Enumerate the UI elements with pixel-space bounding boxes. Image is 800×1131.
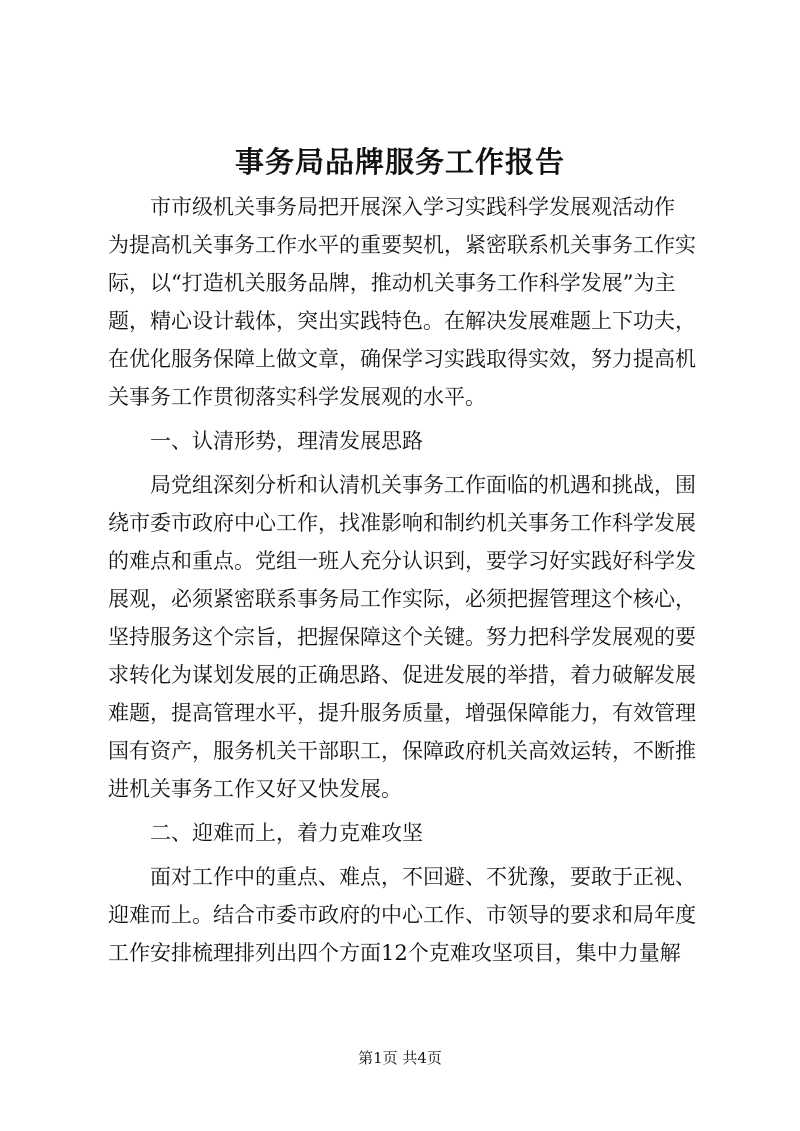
body-line: 难题，提高管理水平，提升服务质量，增强保障能力，有效管理 (108, 701, 696, 725)
section-heading: 二、迎难而上，着力克难攻坚 (108, 821, 423, 845)
body-line: 为提高机关事务工作水平的重要契机，紧密联系机关事务工作实 (108, 233, 696, 257)
body-line: 国有资产，服务机关干部职工，保障政府机关高效运转，不断推 (108, 739, 696, 763)
body-line: 进机关事务工作又好又快发展。 (108, 777, 402, 801)
document-title: 事务局品牌服务工作报告 (234, 145, 565, 179)
body-line: 关事务工作贯彻落实科学发展观的水平。 (108, 385, 486, 409)
body-line: 市市级机关事务局把开展深入学习实践科学发展观活动作 (108, 195, 675, 219)
body-line: 坚持服务这个宗旨，把握保障这个关键。努力把科学发展观的要 (108, 625, 696, 649)
page-number-footer: 第1页 共4页 (358, 1049, 442, 1067)
body-line: 工作安排梳理排列出四个方面12个克难攻坚项目，集中力量解 (108, 941, 681, 965)
body-line: 题，精心设计载体，突出实践特色。在解决发展难题上下功夫， (108, 309, 696, 333)
body-line: 迎难而上。结合市委市政府的中心工作、市领导的要求和局年度 (108, 903, 696, 927)
section-heading: 一、认清形势，理清发展思路 (108, 429, 423, 453)
body-line: 在优化服务保障上做文章，确保学习实践取得实效，努力提高机 (108, 347, 696, 371)
body-line: 展观，必须紧密联系事务局工作实际，必须把握管理这个核心， (108, 587, 696, 611)
body-line: 局党组深刻分析和认清机关事务工作面临的机遇和挑战，围 (108, 473, 696, 497)
body-line: 求转化为谋划发展的正确思路、促进发展的举措，着力破解发展 (108, 663, 696, 687)
body-line: 绕市委市政府中心工作，找准影响和制约机关事务工作科学发展 (108, 511, 696, 535)
body-line: 际，以“打造机关服务品牌，推动机关事务工作科学发展”为主 (108, 271, 676, 295)
body-line: 的难点和重点。党组一班人充分认识到，要学习好实践好科学发 (108, 549, 696, 573)
body-line: 面对工作中的重点、难点，不回避、不犹豫，要敢于正视、 (108, 865, 696, 889)
